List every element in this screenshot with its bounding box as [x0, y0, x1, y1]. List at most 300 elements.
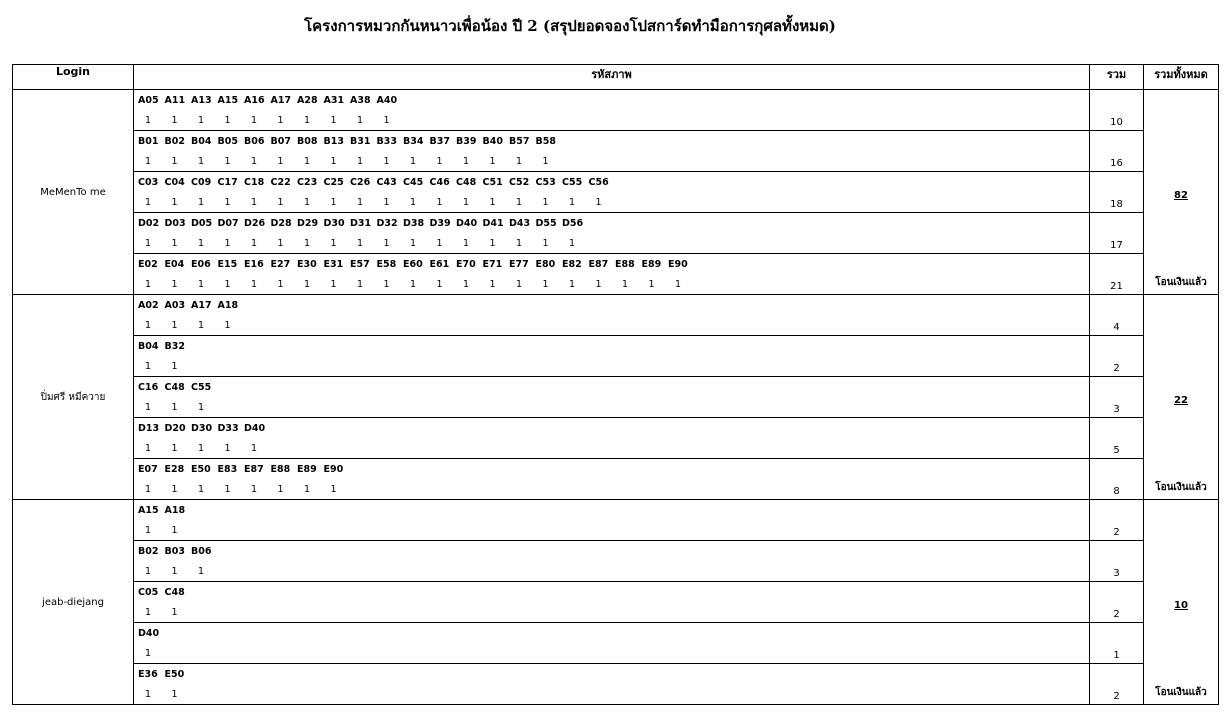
group-total: 22: [1174, 394, 1188, 406]
picture-count: 1: [198, 196, 205, 208]
code-line: [134, 295, 1089, 315]
code-line: [134, 336, 1089, 356]
picture-code: D28: [270, 217, 292, 229]
picture-code: E02: [138, 258, 158, 270]
picture-code: C48: [456, 176, 477, 188]
picture-count: 1: [330, 114, 337, 126]
picture-count: 1: [145, 647, 152, 659]
picture-count: 1: [224, 319, 231, 331]
picture-code: E27: [270, 258, 291, 270]
picture-count: 1: [304, 155, 311, 167]
picture-count: 1: [145, 360, 152, 372]
login-name: jeab-diejang: [13, 500, 134, 705]
picture-count: 1: [198, 278, 205, 290]
code-line: [134, 377, 1089, 397]
group-total-cell: [1144, 500, 1219, 705]
header-login: Login: [13, 65, 134, 90]
picture-count: 1: [304, 114, 311, 126]
count-line: [134, 274, 1089, 294]
picture-code: D40: [244, 422, 266, 434]
count-line: [134, 151, 1089, 171]
picture-code: C55: [562, 176, 583, 188]
picture-code: C51: [482, 176, 503, 188]
picture-code: B04: [138, 340, 159, 352]
picture-code: E31: [323, 258, 344, 270]
row-sum: 3: [1090, 377, 1144, 418]
picture-code: C26: [350, 176, 371, 188]
code-line: [134, 500, 1089, 520]
code-line: [134, 623, 1089, 643]
picture-code: B02: [138, 545, 159, 557]
table-row: [13, 295, 1219, 336]
picture-codes-cell: [134, 172, 1090, 213]
picture-count: 1: [357, 155, 364, 167]
picture-code: E06: [191, 258, 211, 270]
picture-code: D32: [376, 217, 398, 229]
picture-codes-cell: [134, 377, 1090, 418]
picture-count: 1: [145, 196, 152, 208]
picture-code: B40: [482, 135, 503, 147]
picture-count: 1: [224, 114, 231, 126]
picture-code: B13: [323, 135, 344, 147]
picture-count: 1: [198, 114, 205, 126]
payment-status: โอนเงินแล้ว: [1155, 687, 1207, 698]
picture-count: 1: [198, 155, 205, 167]
picture-code: E61: [429, 258, 450, 270]
page-title: โครงการหมวกกันหนาวเพื่อน้อง ปี 2 (สรุปยอดจองโปสการ์ดทำมือการกุศลทั้งหมด): [304, 17, 836, 35]
picture-count: 1: [145, 524, 152, 536]
picture-codes-cell: [134, 336, 1090, 377]
picture-codes-cell: [134, 131, 1090, 172]
table-row: [13, 254, 1219, 295]
picture-count: 1: [330, 237, 337, 249]
picture-count: 1: [410, 278, 417, 290]
picture-count: 1: [489, 237, 496, 249]
group-total: 82: [1174, 189, 1188, 201]
picture-count: 1: [330, 278, 337, 290]
picture-code: C46: [429, 176, 450, 188]
picture-code: A40: [376, 94, 398, 106]
picture-count: 1: [145, 442, 152, 454]
picture-code: A05: [138, 94, 159, 106]
picture-count: 1: [171, 524, 178, 536]
row-sum: 4: [1090, 295, 1144, 336]
picture-count: 1: [198, 319, 205, 331]
row-sum: 2: [1090, 582, 1144, 623]
picture-count: 1: [251, 237, 258, 249]
table-row: [13, 377, 1219, 418]
picture-codes-cell: [134, 459, 1090, 500]
picture-count: 1: [171, 237, 178, 249]
picture-code: B05: [217, 135, 238, 147]
picture-count: 1: [224, 196, 231, 208]
picture-count: 1: [277, 155, 284, 167]
picture-count: 1: [251, 483, 258, 495]
picture-count: 1: [383, 155, 390, 167]
code-line: [134, 213, 1089, 233]
picture-count: 1: [357, 196, 364, 208]
picture-count: 1: [145, 565, 152, 577]
picture-code: B06: [244, 135, 265, 147]
picture-code: D29: [297, 217, 319, 229]
picture-code: E88: [270, 463, 291, 475]
picture-count: 1: [198, 565, 205, 577]
picture-code: C05: [138, 586, 159, 598]
row-sum: 8: [1090, 459, 1144, 500]
picture-count: 1: [171, 278, 178, 290]
picture-count: 1: [251, 114, 258, 126]
picture-code: E71: [482, 258, 503, 270]
picture-code: E58: [376, 258, 397, 270]
row-sum: 3: [1090, 541, 1144, 582]
picture-code: E04: [164, 258, 185, 270]
picture-count: 1: [648, 278, 655, 290]
picture-code: A13: [191, 94, 212, 106]
table-row: [13, 541, 1219, 582]
picture-code: D13: [138, 422, 160, 434]
picture-count: 1: [224, 155, 231, 167]
picture-code: C25: [323, 176, 344, 188]
picture-count: 1: [516, 155, 523, 167]
picture-code: E82: [562, 258, 582, 270]
picture-code: E80: [535, 258, 556, 270]
picture-count: 1: [304, 237, 311, 249]
picture-code: A02: [138, 299, 159, 311]
row-sum: 21: [1090, 254, 1144, 295]
picture-code: A15: [217, 94, 239, 106]
picture-code: E36: [138, 668, 158, 680]
header-sum: รวม: [1090, 65, 1144, 90]
picture-code: B08: [297, 135, 318, 147]
table-row: [13, 623, 1219, 664]
picture-code: E15: [217, 258, 238, 270]
picture-count: 1: [171, 442, 178, 454]
picture-count: 1: [224, 278, 231, 290]
picture-count: 1: [436, 196, 443, 208]
row-sum: 16: [1090, 131, 1144, 172]
count-line: [134, 602, 1089, 622]
code-line: [134, 582, 1089, 602]
count-line: [134, 438, 1089, 458]
picture-code: D02: [138, 217, 160, 229]
picture-count: 1: [622, 278, 629, 290]
picture-count: 1: [542, 155, 549, 167]
picture-count: 1: [436, 278, 443, 290]
picture-count: 1: [463, 237, 470, 249]
table-row: [13, 172, 1219, 213]
picture-count: 1: [383, 114, 390, 126]
row-sum: 17: [1090, 213, 1144, 254]
count-line: [134, 397, 1089, 417]
picture-codes-cell: [134, 213, 1090, 254]
picture-code: B01: [138, 135, 159, 147]
login-name: ปิ่มศรี หมีควาย: [13, 295, 134, 500]
picture-count: 1: [436, 237, 443, 249]
picture-count: 1: [383, 278, 390, 290]
count-line: [134, 356, 1089, 376]
group-total: 10: [1174, 599, 1188, 611]
count-line: [134, 643, 1089, 663]
code-line: [134, 131, 1089, 151]
picture-count: 1: [542, 196, 549, 208]
picture-count: 1: [145, 401, 152, 413]
picture-code: C03: [138, 176, 159, 188]
picture-code: A38: [350, 94, 371, 106]
picture-count: 1: [595, 196, 602, 208]
picture-code: D26: [244, 217, 266, 229]
table-row: [13, 131, 1219, 172]
picture-code: C55: [191, 381, 212, 393]
picture-count: 1: [171, 565, 178, 577]
picture-code: D20: [164, 422, 186, 434]
picture-code: E50: [191, 463, 211, 475]
row-sum: 2: [1090, 500, 1144, 541]
table-row: [13, 459, 1219, 500]
picture-code: E16: [244, 258, 264, 270]
picture-code: C48: [164, 381, 185, 393]
picture-count: 1: [436, 155, 443, 167]
picture-code: C43: [376, 176, 397, 188]
picture-count: 1: [463, 196, 470, 208]
payment-status: โอนเงินแล้ว: [1155, 482, 1207, 493]
picture-count: 1: [410, 237, 417, 249]
picture-code: E50: [164, 668, 185, 680]
picture-count: 1: [277, 196, 284, 208]
picture-code: B03: [164, 545, 185, 557]
picture-code: D31: [350, 217, 372, 229]
picture-count: 1: [383, 196, 390, 208]
picture-code: C56: [588, 176, 609, 188]
picture-code: E07: [138, 463, 158, 475]
picture-count: 1: [171, 360, 178, 372]
table-row: [13, 582, 1219, 623]
count-line: [134, 684, 1089, 704]
count-line: [134, 561, 1089, 581]
picture-code: D38: [403, 217, 425, 229]
picture-codes-cell: [134, 541, 1090, 582]
picture-code: B58: [535, 135, 556, 147]
picture-code: D56: [562, 217, 584, 229]
picture-count: 1: [251, 278, 258, 290]
picture-code: E87: [588, 258, 609, 270]
code-line: [134, 172, 1089, 192]
picture-count: 1: [277, 237, 284, 249]
picture-code: A17: [191, 299, 212, 311]
picture-count: 1: [251, 442, 258, 454]
picture-code: D07: [217, 217, 239, 229]
picture-count: 1: [277, 483, 284, 495]
picture-count: 1: [383, 237, 390, 249]
payment-status: โอนเงินแล้ว: [1155, 277, 1207, 288]
picture-count: 1: [224, 442, 231, 454]
picture-code: D39: [429, 217, 451, 229]
count-line: [134, 110, 1089, 130]
picture-codes-cell: [134, 500, 1090, 541]
picture-code: E77: [509, 258, 529, 270]
picture-code: A18: [164, 504, 186, 516]
picture-count: 1: [277, 114, 284, 126]
picture-count: 1: [277, 278, 284, 290]
table-row: [13, 418, 1219, 459]
picture-count: 1: [224, 483, 231, 495]
picture-code: D41: [482, 217, 504, 229]
picture-count: 1: [516, 237, 523, 249]
picture-code: E89: [297, 463, 317, 475]
picture-count: 1: [145, 237, 152, 249]
picture-code: B04: [191, 135, 212, 147]
picture-code: E70: [456, 258, 476, 270]
picture-count: 1: [224, 237, 231, 249]
picture-count: 1: [171, 483, 178, 495]
code-line: [134, 90, 1089, 110]
picture-count: 1: [542, 278, 549, 290]
picture-code: C48: [164, 586, 185, 598]
picture-count: 1: [357, 114, 364, 126]
picture-count: 1: [145, 606, 152, 618]
picture-count: 1: [145, 483, 152, 495]
picture-count: 1: [145, 278, 152, 290]
code-line: [134, 254, 1089, 274]
code-line: [134, 418, 1089, 438]
picture-code: E60: [403, 258, 423, 270]
table-body: [13, 90, 1219, 705]
picture-codes-cell: [134, 254, 1090, 295]
picture-count: 1: [516, 196, 523, 208]
picture-code: A31: [323, 94, 345, 106]
picture-code: C53: [535, 176, 556, 188]
picture-code: B07: [270, 135, 291, 147]
picture-code: D05: [191, 217, 213, 229]
picture-count: 1: [357, 237, 364, 249]
picture-code: B34: [403, 135, 424, 147]
picture-count: 1: [171, 688, 178, 700]
picture-count: 1: [171, 319, 178, 331]
picture-code: E57: [350, 258, 370, 270]
picture-count: 1: [330, 155, 337, 167]
summary-table: [12, 64, 1219, 705]
picture-count: 1: [463, 278, 470, 290]
picture-count: 1: [489, 196, 496, 208]
picture-code: C45: [403, 176, 424, 188]
picture-count: 1: [516, 278, 523, 290]
picture-code: C16: [138, 381, 159, 393]
picture-count: 1: [251, 155, 258, 167]
picture-code: C18: [244, 176, 265, 188]
picture-codes-cell: [134, 664, 1090, 705]
count-line: [134, 192, 1089, 212]
count-line: [134, 315, 1089, 335]
table-row: [13, 664, 1219, 705]
group-total-cell: [1144, 295, 1219, 500]
count-line: [134, 233, 1089, 253]
picture-count: 1: [595, 278, 602, 290]
picture-count: 1: [171, 196, 178, 208]
table-row: [13, 213, 1219, 254]
picture-code: A18: [217, 299, 239, 311]
table-row: [13, 90, 1219, 131]
picture-code: B39: [456, 135, 477, 147]
picture-count: 1: [198, 237, 205, 249]
count-line: [134, 520, 1089, 540]
picture-codes-cell: [134, 623, 1090, 664]
row-sum: 2: [1090, 664, 1144, 705]
picture-count: 1: [171, 114, 178, 126]
code-line: [134, 664, 1089, 684]
row-sum: 1: [1090, 623, 1144, 664]
picture-code: E90: [323, 463, 344, 475]
picture-codes-cell: [134, 582, 1090, 623]
row-sum: 5: [1090, 418, 1144, 459]
header-total: รวมทั้งหมด: [1144, 65, 1219, 90]
picture-count: 1: [145, 319, 152, 331]
picture-code: E90: [668, 258, 688, 270]
picture-code: E28: [164, 463, 185, 475]
picture-count: 1: [304, 278, 311, 290]
picture-code: E30: [297, 258, 317, 270]
picture-count: 1: [145, 688, 152, 700]
picture-count: 1: [198, 483, 205, 495]
picture-count: 1: [145, 155, 152, 167]
picture-count: 1: [304, 483, 311, 495]
picture-code: D55: [535, 217, 557, 229]
header-row: [13, 65, 1219, 90]
picture-codes-cell: [134, 418, 1090, 459]
picture-count: 1: [330, 483, 337, 495]
picture-code: C22: [270, 176, 291, 188]
picture-code: B02: [164, 135, 185, 147]
picture-count: 1: [410, 196, 417, 208]
row-sum: 18: [1090, 172, 1144, 213]
picture-code: E87: [244, 463, 264, 475]
picture-count: 1: [251, 196, 258, 208]
picture-code: C04: [164, 176, 185, 188]
picture-code: E89: [641, 258, 662, 270]
picture-code: D03: [164, 217, 186, 229]
picture-codes-cell: [134, 295, 1090, 336]
picture-code: B33: [376, 135, 397, 147]
picture-code: A16: [244, 94, 265, 106]
picture-code: B32: [164, 340, 185, 352]
table-row: [13, 336, 1219, 377]
picture-code: E83: [217, 463, 238, 475]
picture-count: 1: [675, 278, 682, 290]
group-total-cell: [1144, 90, 1219, 295]
picture-code: B31: [350, 135, 371, 147]
picture-code: A28: [297, 94, 318, 106]
picture-count: 1: [463, 155, 470, 167]
row-sum: 10: [1090, 90, 1144, 131]
picture-count: 1: [171, 155, 178, 167]
picture-code: A17: [270, 94, 292, 106]
picture-code: A03: [164, 299, 186, 311]
picture-count: 1: [304, 196, 311, 208]
picture-count: 1: [569, 237, 576, 249]
picture-code: D40: [456, 217, 478, 229]
picture-count: 1: [569, 278, 576, 290]
picture-code: B57: [509, 135, 530, 147]
picture-count: 1: [198, 442, 205, 454]
picture-code: B06: [191, 545, 212, 557]
picture-count: 1: [410, 155, 417, 167]
row-sum: 2: [1090, 336, 1144, 377]
picture-code: D30: [191, 422, 213, 434]
picture-count: 1: [569, 196, 576, 208]
picture-code: C23: [297, 176, 318, 188]
picture-count: 1: [542, 237, 549, 249]
picture-count: 1: [171, 606, 178, 618]
table-row: [13, 500, 1219, 541]
picture-codes-cell: [134, 90, 1090, 131]
